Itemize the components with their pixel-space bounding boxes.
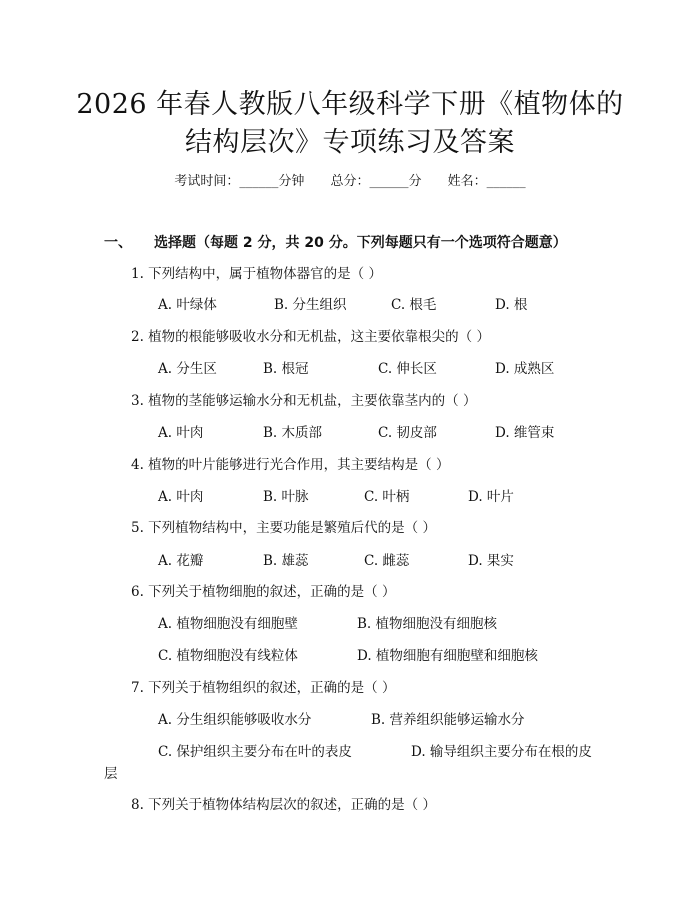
q7-option-c: C. 保护组织主要分布在叶的表皮 xyxy=(158,744,352,760)
q2-option-a: A. 分生区 xyxy=(158,361,217,377)
question-6: 6. 下列关于植物细胞的叙述，正确的是（ ） xyxy=(131,584,396,600)
q6-option-d: D. 植物细胞有细胞壁和细胞核 xyxy=(357,648,538,664)
question-8: 8. 下列关于植物体结构层次的叙述，正确的是（ ） xyxy=(131,797,436,813)
q1-option-d: D. 根 xyxy=(495,297,528,313)
q1-option-c: C. 根毛 xyxy=(391,297,437,313)
question-4: 4. 植物的叶片能够进行光合作用，其主要结构是（ ） xyxy=(131,457,450,473)
exam-name: 姓名：______ xyxy=(447,174,526,189)
exam-meta xyxy=(0,170,700,189)
q5-option-b: B. 雄蕊 xyxy=(263,553,309,569)
q2-option-c: C. 伸长区 xyxy=(378,361,437,377)
q7-option-d-continuation: 层 xyxy=(104,766,118,782)
q6-option-a: A. 植物细胞没有细胞壁 xyxy=(158,616,298,632)
q7-option-d: D. 输导组织主要分布在根的皮 xyxy=(411,744,592,760)
q3-option-b: B. 木质部 xyxy=(263,425,323,441)
question-2: 2. 植物的根能够吸收水分和无机盐，这主要依靠根尖的（ ） xyxy=(131,329,490,345)
q3-option-c: C. 韧皮部 xyxy=(378,425,437,441)
section-heading xyxy=(104,232,567,252)
q3-option-a: A. 叶肉 xyxy=(158,425,204,441)
q2-option-b: B. 根冠 xyxy=(263,361,309,377)
q6-option-b: B. 植物细胞没有细胞核 xyxy=(357,616,498,632)
q4-option-c: C. 叶柄 xyxy=(364,489,410,505)
question-1: 1. 下列结构中，属于植物体器官的是（ ） xyxy=(131,266,382,282)
document-title-line-2: 结构层次》专项练习及答案 xyxy=(185,127,515,158)
q5-option-d: D. 果实 xyxy=(468,553,514,569)
q1-option-a: A. 叶绿体 xyxy=(158,297,217,313)
q3-option-d: D. 维管束 xyxy=(495,425,555,441)
q2-option-d: D. 成熟区 xyxy=(495,361,555,377)
q6-option-c: C. 植物细胞没有线粒体 xyxy=(158,648,298,664)
q4-option-d: D. 叶片 xyxy=(468,489,514,505)
question-3: 3. 植物的茎能够运输水分和无机盐，主要依靠茎内的（ ） xyxy=(131,393,477,409)
question-5: 5. 下列植物结构中，主要功能是繁殖后代的是（ ） xyxy=(131,520,436,536)
exam-score: 总分：______分 xyxy=(330,174,422,189)
section-text: 选择题（每题 2 分，共 20 分。下列每题只有一个选项符合题意） xyxy=(154,235,567,251)
q1-option-b: B. 分生组织 xyxy=(274,297,347,313)
q4-option-b: B. 叶脉 xyxy=(263,489,309,505)
q7-option-a: A. 分生组织能够吸收水分 xyxy=(158,712,312,728)
question-7: 7. 下列关于植物组织的叙述，正确的是（ ） xyxy=(131,680,396,696)
document-title-line-1: 2026 年春人教版八年级科学下册《植物体的 xyxy=(76,89,624,120)
q5-option-c: C. 雌蕊 xyxy=(364,553,410,569)
exam-time: 考试时间：______分钟 xyxy=(174,174,305,189)
q4-option-a: A. 叶肉 xyxy=(158,489,204,505)
q5-option-a: A. 花瓣 xyxy=(158,553,204,569)
q7-option-b: B. 营养组织能够运输水分 xyxy=(371,712,525,728)
section-number: 一、 xyxy=(104,235,132,251)
